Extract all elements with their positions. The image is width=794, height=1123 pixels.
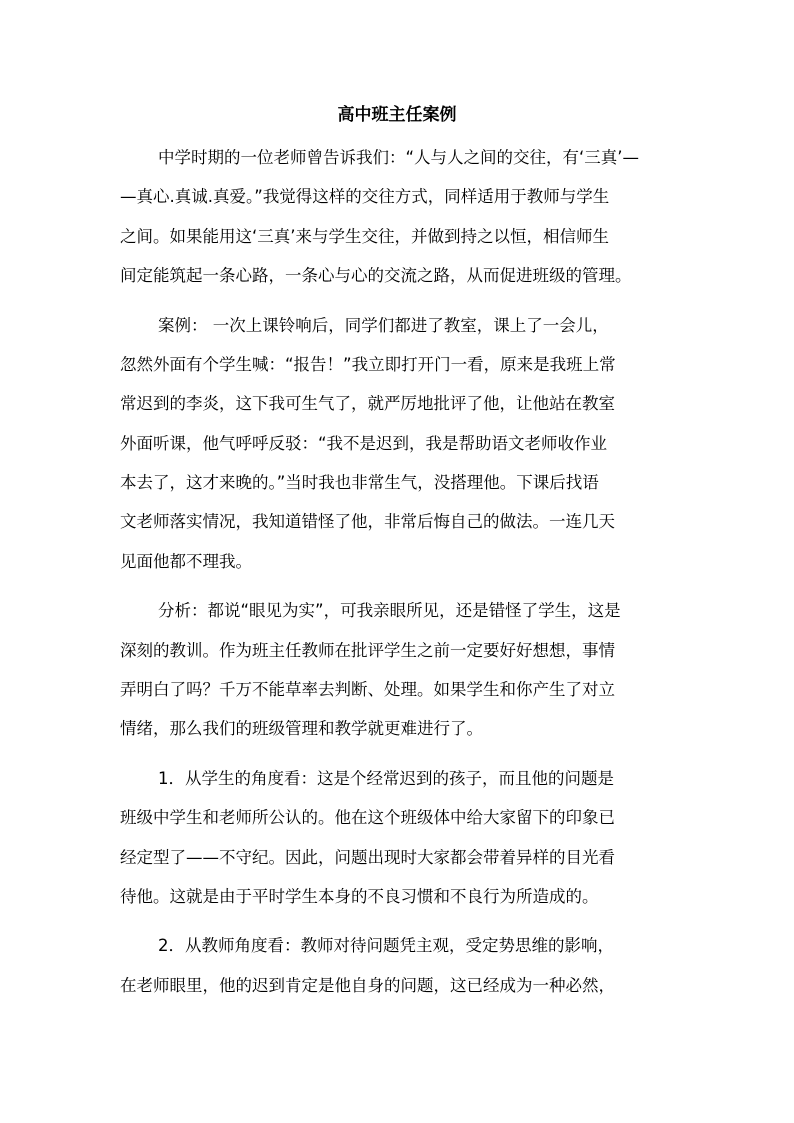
paragraph-line: 常迟到的李炎，这下我可生气了，就严厉地批评了他，让他站在教室 [120, 394, 615, 413]
paragraph-line: 班级中学生和老师所公认的。他在这个班级体中给大家留下的印象已 [120, 808, 615, 827]
paragraph-line: 弄明白了吗？千万不能草率去判断、处理。如果学生和你产生了对立 [120, 680, 615, 699]
paragraph-line: 文老师落实情况，我知道错怪了他，非常后悔自己的做法。一连几天 [120, 512, 615, 531]
paragraph-line: 忽然外面有个学生喊：“报告！”我立即打开门一看，原来是我班上常 [120, 355, 616, 374]
paragraph-line: 深刻的教训。作为班主任教师在批评学生之前一定要好好想想，事情 [120, 641, 615, 660]
paragraph-line: 情绪，那么我们的班级管理和教学就更难进行了。 [120, 719, 483, 738]
paragraph-line: 中学时期的一位老师曾告诉我们：“人与人之间的交往，有‘三真’— [158, 148, 640, 167]
paragraph-line: 经定型了——不守纪。因此，问题出现时大家都会带着异样的目光看 [120, 848, 615, 867]
paragraph-line: 间定能筑起一条心路，一条心与心的交流之路，从而促进班级的管理。 [120, 266, 632, 285]
paragraph-line: 分析：都说“眼见为实”，可我亲眼所见，还是错怪了学生，这是 [158, 601, 621, 620]
paragraph-line: 本去了，这才来晚的。”当时我也非常生气，没搭理他。下课后找语 [120, 473, 599, 492]
paragraph-line: 案例： 一次上课铃响后，同学们都进了教室，课上了一会儿， [158, 316, 609, 335]
paragraph-line: 1．从学生的角度看：这是个经常迟到的孩子，而且他的问题是 [158, 769, 614, 788]
document-title: 高中班主任案例 [337, 105, 457, 125]
paragraph-line: 见面他都不理我。 [120, 552, 252, 571]
paragraph-line: 在老师眼里，他的迟到肯定是他自身的问题，这已经成为一种必然， [120, 976, 615, 995]
paragraph-line: 之间。如果能用这‘三真’来与学生交往，并做到持之以恒，相信师生 [120, 227, 609, 246]
paragraph-line: 2．从教师角度看：教师对待问题凭主观，受定势思维的影响， [158, 936, 614, 955]
paragraph-line: 外面听课，他气呼呼反驳：“我不是迟到，我是帮助语文老师收作业 [120, 434, 608, 453]
paragraph-line: 待他。这就是由于平时学生本身的不良习惯和不良行为所造成的。 [120, 887, 599, 906]
paragraph-line: —真心.真诚.真爱。”我觉得这样的交往方式，同样适用于教师与学生 [120, 187, 610, 206]
